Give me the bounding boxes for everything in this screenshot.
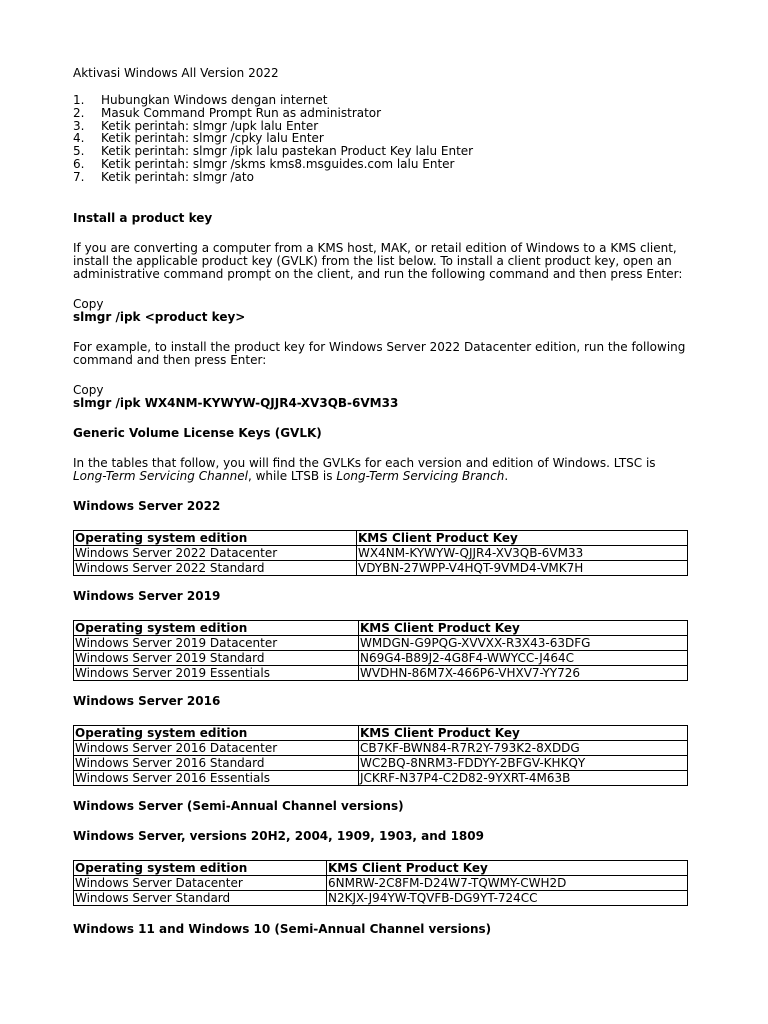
ws2022-heading: Windows Server 2022 [73,498,221,513]
ws2019-table [73,620,688,681]
table-row: Windows Server 2016 Standard WC2BQ-8NRM3-FDDYY-2BFGV-KHKQY [74,755,688,770]
command-generic: slmgr /ipk <product key> [73,309,246,324]
table-row: Windows Server 2019 Datacenter WMDGN-G9PQG-XVVXX-R3X43-63DFG [74,635,688,650]
column-header: KMS Client Product Key [359,620,688,635]
ws2016-heading: Windows Server 2016 [73,693,221,708]
list-item: 5. Ketik perintah: slmgr /ipk lalu pastekan Product Key lalu Enter [73,144,474,159]
example-paragraph: For example, to install the product key for Windows Server 2022 Datacenter edition, run the following command and then press Enter: [73,339,686,367]
table-row: Windows Server Datacenter 6NMRW-2C8FM-D24W7-TQWMY-CWH2D [74,875,688,890]
column-header: Operating system edition [74,530,357,545]
semi-annual-subheading: Windows Server, versions 20H2, 2004, 1909, 1903, and 1809 [73,828,484,843]
list-item: 4. Ketik perintah: slmgr /cpky lalu Enter [73,131,324,146]
column-header: Operating system edition [74,860,327,875]
install-paragraph: If you are converting a computer from a KMS host, MAK, or retail edition of Windows to a KMS client, install the applicable product key (GVLK) from the list below. To install a client product key, open an administrative command prompt on the client, and run the following command and then press Enter: [73,240,683,281]
table-header-row [74,620,688,635]
column-header: KMS Client Product Key [357,530,688,545]
table-row: Windows Server Standard N2KJX-J94YW-TQVFB-DG9YT-724CC [74,890,688,905]
ws2016-table [73,725,688,786]
gvlk-heading: Generic Volume License Keys (GVLK) [73,425,322,440]
table-header-row [74,860,688,875]
document-page [73,67,688,936]
column-header: Operating system edition [74,620,359,635]
command-example: slmgr /ipk WX4NM-KYWYW-QJJR4-XV3QB-6VM33 [73,395,399,410]
list-item: 3. Ketik perintah: slmgr /upk lalu Enter [73,118,319,133]
column-header: KMS Client Product Key [359,725,688,740]
table-row: Windows Server 2016 Essentials JCKRF-N37P4-C2D82-9YXRT-4M63B [74,770,688,785]
table-row: Windows Server 2019 Standard N69G4-B89J2-4G8F4-WWYCC-J464C [74,650,688,665]
list-item: 6. Ketik perintah: slmgr /skms kms8.msguides.com lalu Enter [73,156,455,171]
table-row: Windows Server 2022 Standard VDYBN-27WPP-V4HQT-9VMD4-VMK7H [74,560,688,575]
document-title: Aktivasi Windows All Version 2022 [73,66,279,80]
table-row: Windows Server 2016 Datacenter CB7KF-BWN84-R7R2Y-793K2-8XDDG [74,740,688,755]
list-item: 2. Masuk Command Prompt Run as administrator [73,105,382,120]
column-header: Operating system edition [74,725,359,740]
copy-label: Copy [73,382,104,397]
table-row: Windows Server 2019 Essentials WVDHN-86M7X-466P6-VHXV7-YY726 [74,665,688,680]
list-item: 1. Hubungkan Windows dengan internet [73,93,328,107]
ws2019-heading: Windows Server 2019 [73,588,221,603]
copy-label: Copy [73,296,104,311]
semi-annual-table [73,860,688,906]
column-header: KMS Client Product Key [327,860,688,875]
list-item: 7. Ketik perintah: slmgr /ato [73,169,254,184]
activation-steps-list [73,94,688,184]
semi-annual-heading: Windows Server (Semi-Annual Channel versions) [73,798,404,813]
table-row: Windows Server 2022 Datacenter WX4NM-KYWYW-QJJR4-XV3QB-6VM33 [74,545,688,560]
table-header-row [74,530,688,545]
ws2022-table [73,530,688,576]
windows-client-heading: Windows 11 and Windows 10 (Semi-Annual Channel versions) [73,921,492,936]
gvlk-intro: In the tables that follow, you will find the GVLKs for each version and edition of Windows. LTSC is Long-Term Servicing Channel, while LTSB is Long-Term Servicing Branch. [73,455,656,483]
table-header-row [74,725,688,740]
install-heading: Install a product key [73,210,213,225]
